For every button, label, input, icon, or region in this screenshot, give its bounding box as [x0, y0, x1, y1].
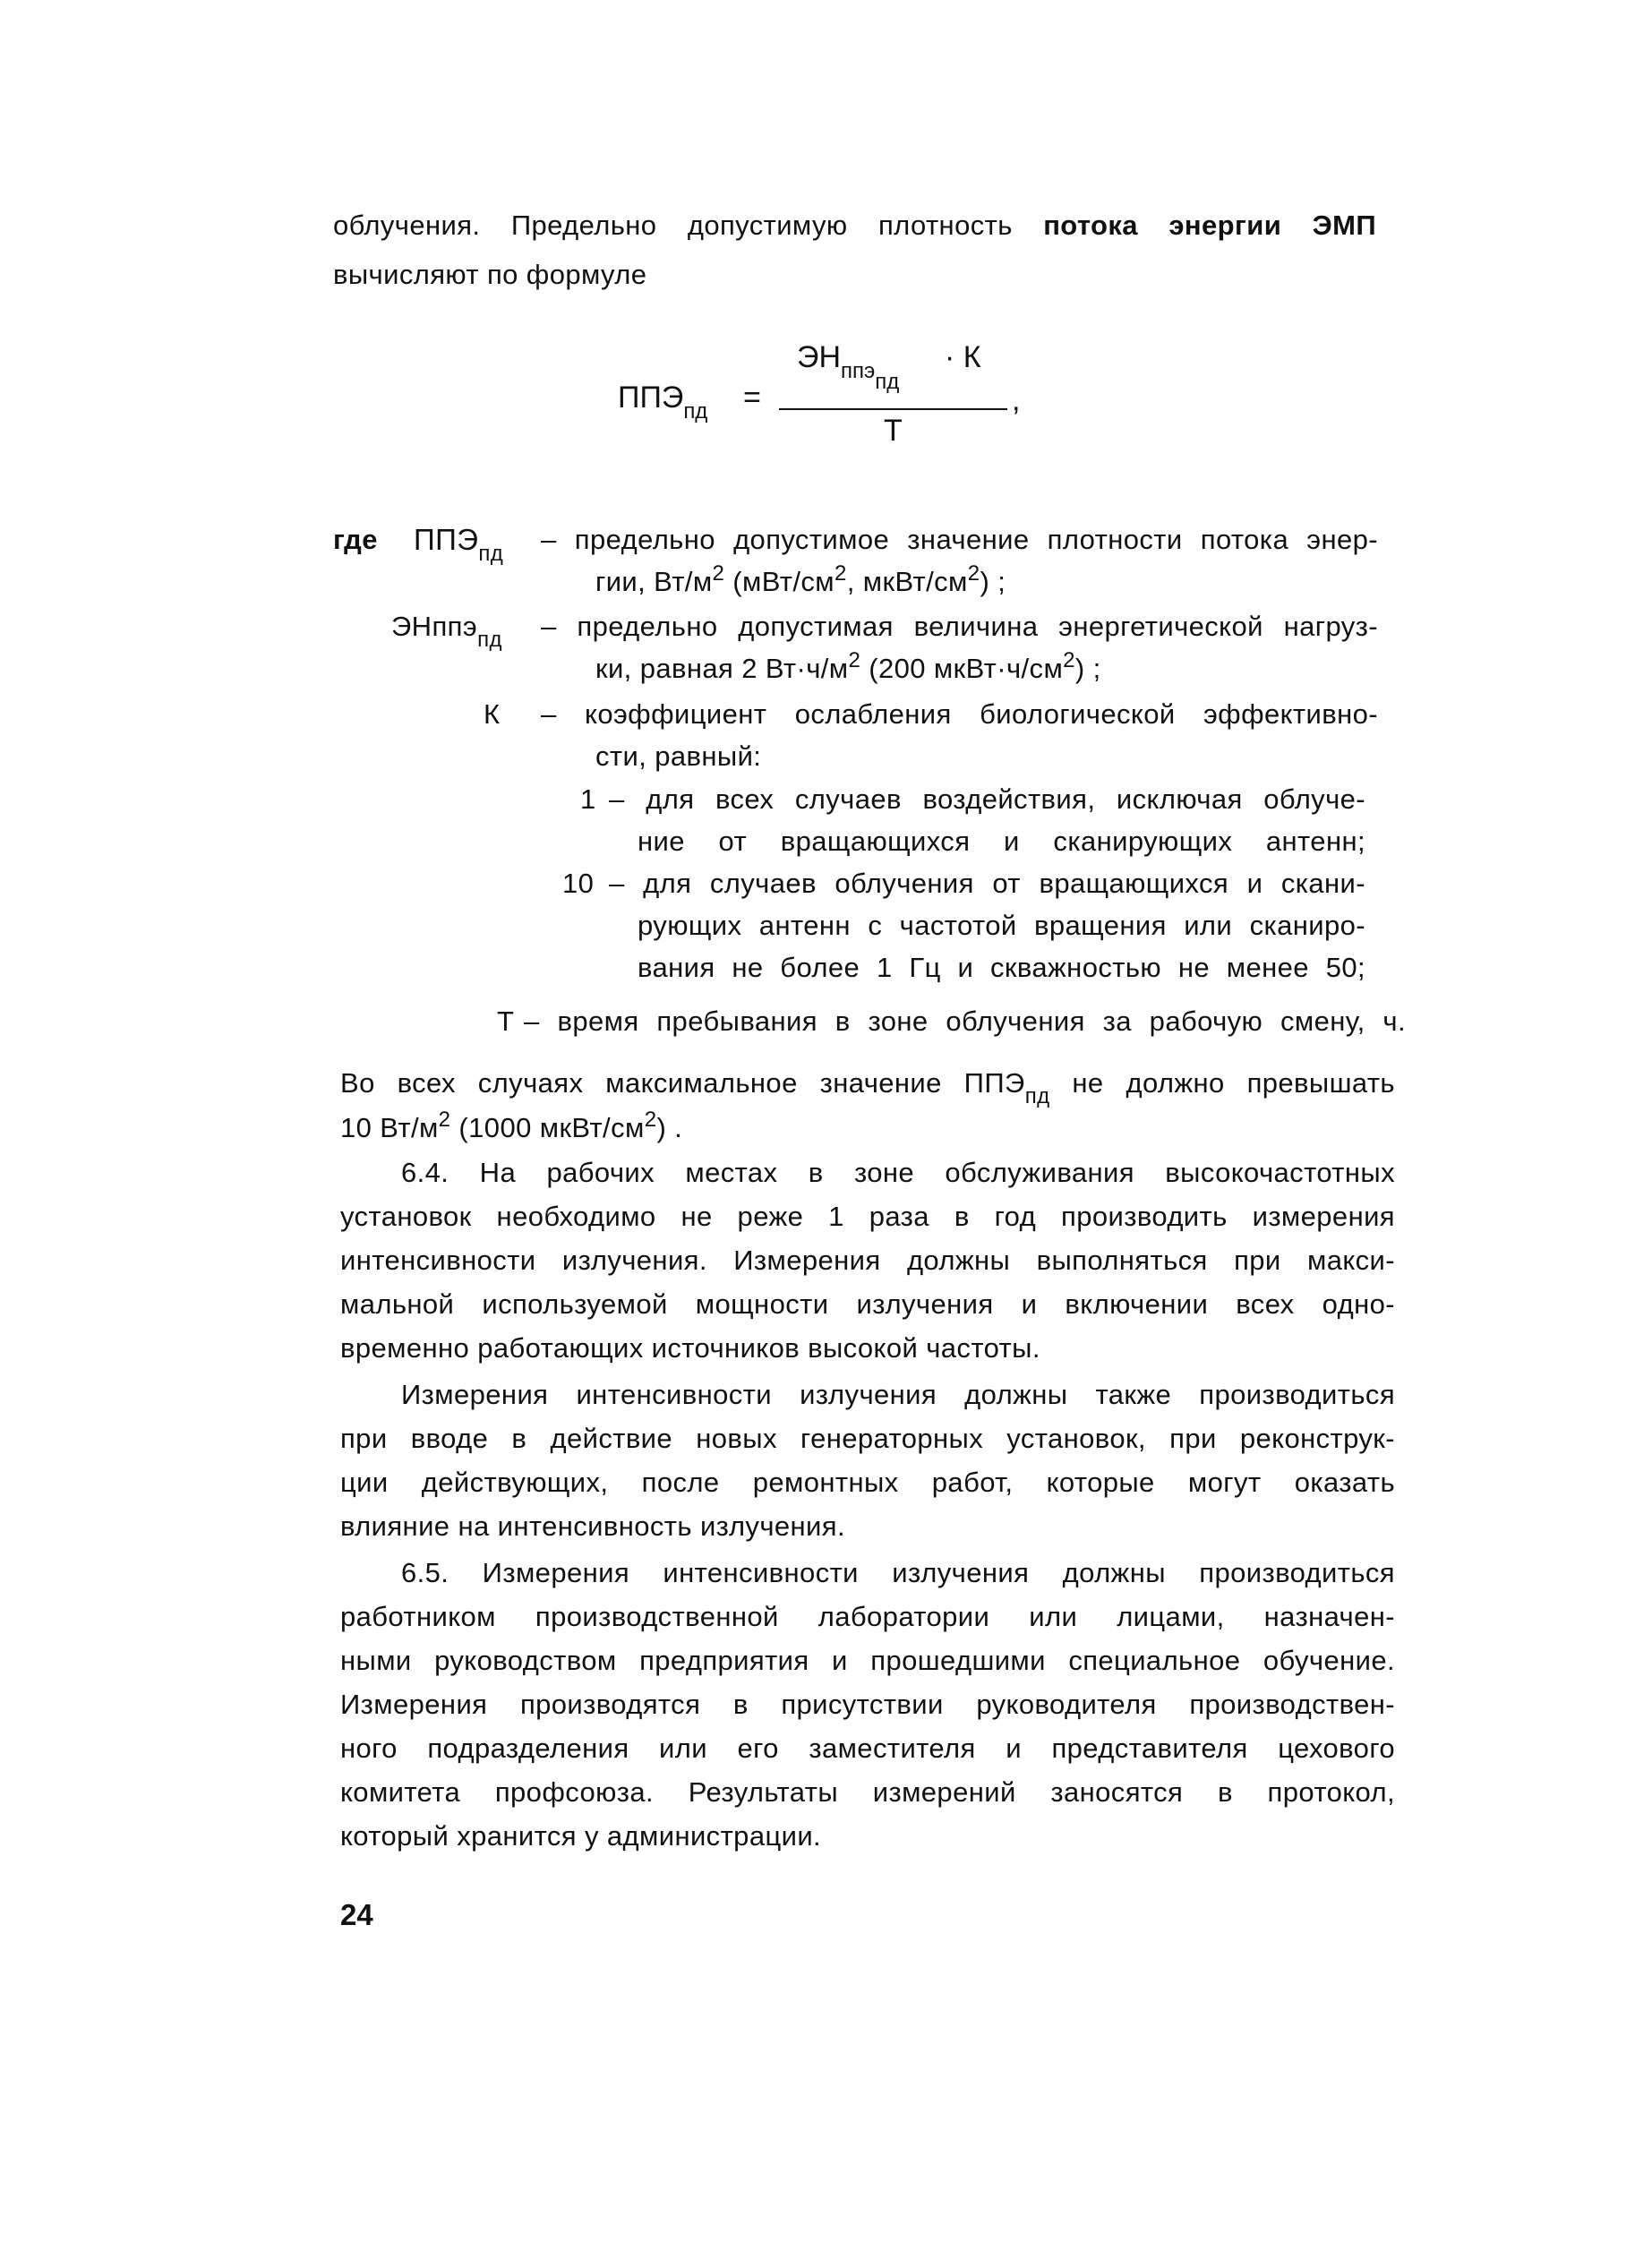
p64-line-5: временно работающих источников высокой частоты. [340, 1332, 1040, 1364]
p65-line-3: ными руководством предприятия и прошедшими специальное обучение. [340, 1645, 1395, 1676]
def3-line-2: сти, равный: [595, 740, 762, 772]
def2-symbol-main: ЭНппэ [391, 611, 478, 642]
k1-value: 1 [580, 783, 596, 815]
def4-line-1: – время пребывания в зоне облучения за рабочую смену, ч. [524, 1005, 1406, 1037]
k1-line-1: – для всех случаев воздействия, исключая облуче- [609, 783, 1365, 815]
def2-unit-a: ки, равная 2 Вт·ч/м [595, 653, 849, 684]
k10-line-3: вания не более 1 Гц и скважностью не менее 50; [638, 952, 1365, 983]
formula-lhs-sub: пд [683, 399, 708, 423]
def4-symbol: Т [497, 1005, 515, 1037]
max-note-sup-1: 2 [438, 1108, 451, 1132]
def1-line-2 [595, 561, 1006, 600]
def1-unit-c: , мкВт/см [846, 566, 968, 597]
def2-symbol [391, 609, 502, 652]
def1-symbol-sub: пд [478, 542, 504, 566]
page-number: 24 [340, 1898, 373, 1931]
def2-unit-b: (200 мкВт·ч/см [860, 653, 1064, 684]
def2-sup-1: 2 [848, 648, 861, 672]
max-note-unit-b: (1000 мкВт/см [450, 1112, 645, 1143]
def1-sup-3: 2 [967, 561, 980, 586]
p64b-line-3: ции действующих, после ремонтных работ, которые могут оказать [340, 1467, 1395, 1498]
def1-symbol-main: ППЭ [414, 523, 479, 556]
max-note-unit-a: 10 Вт/м [340, 1112, 439, 1143]
def1-unit-a: гии, Вт/м [595, 566, 713, 597]
def1-sup-1: 2 [712, 561, 725, 586]
p65-line-6: комитета профсоюза. Результаты измерений заносятся в протокол, [340, 1776, 1395, 1808]
def1-unit-d: ) ; [980, 566, 1006, 597]
formula-num-main: ЭН [797, 340, 841, 374]
formula-fraction-bar [779, 408, 1007, 410]
max-note-text-b: не должно превышать [1049, 1067, 1395, 1099]
p64-line-3: интенсивности излучения. Измерения должны выполняться при макси- [340, 1245, 1395, 1276]
intro-line-1 [333, 208, 1376, 244]
p65-line-4: Измерения производятся в присутствии руководителя производствен- [340, 1689, 1395, 1720]
def3-line-1: – коэффициент ослабления биологической эффективно- [541, 698, 1378, 730]
formula-lhs [618, 381, 708, 423]
def2-line-2 [595, 648, 1101, 687]
formula-lhs-main: ППЭ [618, 381, 684, 415]
k10-value: 10 [562, 868, 595, 899]
max-note-line-1 [340, 1065, 1395, 1108]
p65-line-7: который хранится у администрации. [340, 1820, 822, 1852]
formula-num-sub [841, 359, 900, 394]
p65-line-5: ного подразделения или его заместителя и представителя цехового [340, 1732, 1395, 1764]
formula-num-sub1: ппэ [841, 359, 876, 383]
def2-unit-c: ) ; [1074, 653, 1101, 684]
formula-num-sub2: пд [875, 370, 900, 394]
def1-unit-b: (мВт/см [724, 566, 835, 597]
max-note-line-2 [340, 1110, 682, 1146]
p64b-line-1: Измерения интенсивности излучения должны также производиться [401, 1379, 1395, 1410]
intro-text-bold: потока энергии ЭМП [1043, 210, 1376, 241]
def2-line-1: – предельно допустимая величина энергетической нагруз- [541, 611, 1378, 642]
formula-numerator [797, 340, 900, 394]
k1-line-2: ние от вращающихся и сканирующих антенн; [638, 826, 1365, 857]
p64b-line-4: влияние на интенсивность излучения. [340, 1510, 845, 1542]
p65-line-2: работником производственной лаборатории или лицами, назначен- [340, 1601, 1395, 1632]
p64-line-2: установок необходимо не реже 1 раза в год производить измерения [340, 1201, 1395, 1232]
where-label: где [333, 524, 378, 555]
p64b-line-2: при вводе в действие новых генераторных установок, при реконструк- [340, 1423, 1395, 1454]
def2-sup-2: 2 [1063, 648, 1075, 672]
def1-symbol [414, 522, 504, 566]
k10-line-2: рующих антенн с частотой вращения или сканиро- [638, 910, 1365, 941]
intro-line-2: вычисляют по формуле [333, 259, 647, 290]
def1-line-1: – предельно допустимое значение плотности потока энер- [541, 524, 1378, 555]
def3-symbol: К [484, 698, 501, 730]
def2-symbol-sub: пд [477, 628, 502, 652]
p64-line-1: 6.4. На рабочих местах в зоне обслуживания высокочастотных [401, 1157, 1395, 1188]
max-note-text-a: Во всех случаях максимальное значение ППЭ [340, 1067, 1025, 1099]
p65-line-1: 6.5. Измерения интенсивности излучения должны производиться [401, 1557, 1395, 1588]
formula-k-multiplier: · К [945, 340, 981, 374]
formula-comma: , [1012, 383, 1021, 417]
intro-text-a: облучения. Предельно допустимую плотность [333, 210, 1044, 241]
formula-denominator: Т [884, 414, 903, 448]
formula-equals: = [743, 381, 761, 415]
max-note-sub: пд [1024, 1084, 1050, 1108]
max-note-sup-2: 2 [644, 1108, 657, 1132]
max-note-unit-c: ) . [656, 1112, 683, 1143]
k10-line-1: – для случаев облучения от вращающихся и скани- [609, 868, 1365, 899]
def1-sup-2: 2 [835, 561, 847, 586]
p64-line-4: мальной используемой мощности излучения и включении всех одно- [340, 1288, 1395, 1320]
ppe-formula [618, 340, 1030, 457]
